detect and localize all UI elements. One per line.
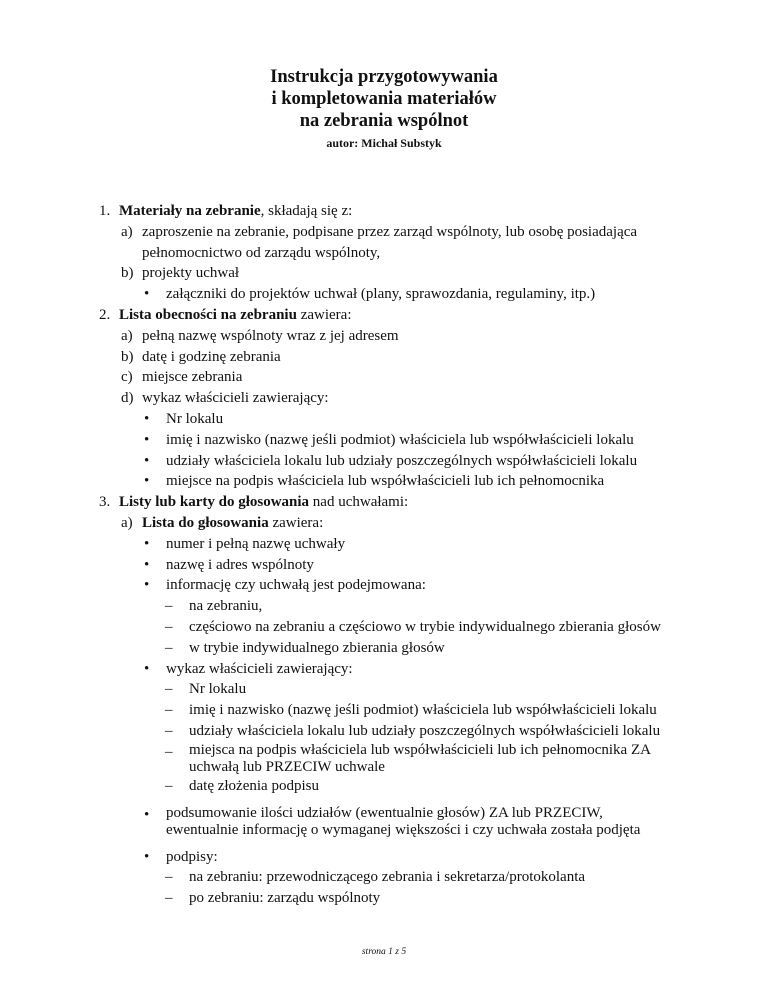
list-item	[0, 659, 768, 680]
dash-icon: –	[165, 702, 173, 719]
list-item	[0, 776, 768, 797]
item-text: imię i nazwisko (nazwę jeśli podmiot) właściciela lub współwłaścicieli lokalu	[189, 702, 657, 719]
item-text: informację czy uchwałą jest podejmowana:	[166, 577, 426, 594]
item-text: udziały właściciela lokalu lub udziały poszczególnych współwłaścicieli lokalu	[166, 452, 638, 469]
item-text: pełną nazwę wspólnoty wraz z jej adresem	[142, 327, 399, 344]
item-text: datę i godzinę zebrania	[142, 348, 281, 365]
bullet-icon: •	[144, 286, 150, 303]
list-item	[0, 843, 768, 868]
list-item	[0, 575, 768, 596]
section-heading-bold: Materiały na zebranie	[119, 203, 261, 219]
list-item	[0, 347, 768, 368]
item-text: miejsce na podpis właściciela lub współwłaścicieli lub ich pełnomocnika	[166, 473, 605, 490]
item-text-line-2: ewentualnie informację o wymaganej większości i czy uchwała została podjęta	[166, 821, 641, 838]
list-item	[0, 596, 768, 617]
item-text-line-1: miejsca na podpis właściciela lub współwłaścicieli lub ich pełnomocnika ZA	[189, 741, 651, 758]
bullet-icon: •	[144, 848, 150, 865]
bullet-icon: •	[144, 577, 150, 594]
item-text: datę złożenia podpisu	[189, 777, 319, 794]
subsection-a-heading	[0, 513, 768, 534]
document-title	[0, 66, 768, 132]
item-marker: b)	[121, 265, 134, 282]
item-text: wykaz właścicieli zawierający:	[166, 660, 353, 677]
item-text: Nr lokalu	[189, 681, 247, 698]
title-line-1: Instrukcja przygotowywania	[270, 67, 498, 87]
subsection-heading-rest: zawiera:	[268, 514, 324, 531]
section-heading-rest: nad uchwałami:	[309, 494, 409, 511]
section-heading-rest: , składają się z:	[260, 203, 353, 219]
item-text: imię i nazwisko (nazwę jeśli podmiot) właściciela lub współwłaścicieli lokalu	[166, 431, 634, 448]
item-text: projekty uchwał	[142, 265, 240, 282]
list-item	[0, 638, 768, 659]
section-number: 3.	[99, 494, 111, 511]
dash-icon: –	[165, 777, 173, 794]
list-item	[0, 263, 768, 284]
item-text: na zebraniu,	[189, 598, 263, 615]
list-item	[0, 534, 768, 555]
bullet-icon: •	[144, 660, 150, 677]
item-text: Nr lokalu	[166, 410, 224, 427]
dash-icon: –	[165, 722, 173, 739]
section-1-heading	[0, 201, 768, 222]
section-number: 2.	[99, 306, 111, 323]
author-line: autor: Michał Substyk	[326, 136, 442, 150]
dash-icon: –	[165, 598, 173, 615]
item-text: numer i pełną nazwę uchwały	[166, 535, 346, 552]
item-text-line-2: pełnomocnictwo od zarządu wspólnoty,	[142, 244, 381, 261]
list-item	[0, 742, 768, 776]
item-marker: a)	[121, 514, 133, 531]
dash-icon: –	[165, 639, 173, 656]
item-text: udziały właściciela lokalu lub udziały poszczególnych współwłaścicieli lokalu	[189, 722, 661, 739]
item-text: wykaz właścicieli zawierający:	[142, 390, 329, 407]
document-body	[0, 201, 768, 909]
list-item	[0, 222, 768, 264]
bullet-icon: •	[144, 535, 150, 552]
list-item	[0, 367, 768, 388]
list-item	[0, 430, 768, 451]
list-item	[0, 388, 768, 409]
item-marker: c)	[121, 369, 133, 386]
item-marker: a)	[121, 223, 133, 240]
list-item	[0, 721, 768, 742]
list-item	[0, 679, 768, 700]
title-line-2: i kompletowania materiałów	[271, 89, 497, 109]
section-2-heading	[0, 305, 768, 326]
bullet-icon: •	[144, 452, 150, 469]
item-text: załączniki do projektów uchwał (plany, sprawozdania, regulaminy, itp.)	[166, 286, 596, 303]
list-item	[0, 888, 768, 909]
item-marker: b)	[121, 348, 134, 365]
section-3-heading	[0, 492, 768, 513]
section-heading-bold: Listy lub karty do głosowania	[119, 494, 310, 511]
item-text: podpisy:	[166, 848, 218, 865]
title-line-3: na zebrania wspólnot	[299, 111, 469, 131]
list-item	[0, 555, 768, 576]
item-text: na zebraniu: przewodniczącego zebrania i sekretarza/protokolanta	[189, 869, 586, 886]
list-item	[0, 451, 768, 472]
item-text: miejsce zebrania	[142, 369, 243, 386]
item-text-line-1: podsumowanie ilości udziałów (ewentualnie głosów) ZA lub PRZECIW,	[166, 804, 603, 821]
page-number: strona 1 z 5	[361, 947, 407, 957]
dash-icon: –	[165, 890, 173, 907]
bullet-icon: •	[144, 410, 150, 427]
list-item	[0, 867, 768, 888]
bullet-icon: •	[144, 473, 150, 490]
dash-icon: –	[165, 618, 173, 635]
section-heading-bold: Lista obecności na zebraniu	[119, 306, 297, 323]
bullet-icon: •	[144, 556, 150, 573]
list-item	[0, 801, 768, 839]
bullet-icon: •	[144, 806, 150, 823]
item-text: w trybie indywidualnego zbierania głosów	[189, 639, 445, 656]
dash-icon: –	[165, 681, 173, 698]
list-item	[0, 409, 768, 430]
dash-icon: –	[165, 743, 173, 760]
list-item	[0, 471, 768, 492]
item-marker: a)	[121, 327, 133, 344]
section-number: 1.	[99, 203, 111, 219]
item-text-line-2: uchwałą lub PRZECIW uchwale	[189, 758, 385, 775]
item-marker: d)	[121, 390, 134, 407]
item-text-line-1: zaproszenie na zebranie, podpisane przez zarząd wspólnoty, lub osobę posiadająca	[142, 223, 638, 240]
subsection-heading-bold: Lista do głosowania	[142, 514, 269, 531]
item-text: częściowo na zebraniu a częściowo w trybie indywidualnego zbierania głosów	[189, 618, 661, 635]
bullet-icon: •	[144, 431, 150, 448]
list-item	[0, 617, 768, 638]
list-item	[0, 700, 768, 721]
list-item	[0, 284, 768, 305]
dash-icon: –	[165, 869, 173, 886]
item-text: nazwę i adres wspólnoty	[166, 556, 314, 573]
item-text: po zebraniu: zarządu wspólnoty	[189, 890, 381, 907]
list-item	[0, 326, 768, 347]
section-heading-rest: zawiera:	[296, 306, 352, 323]
